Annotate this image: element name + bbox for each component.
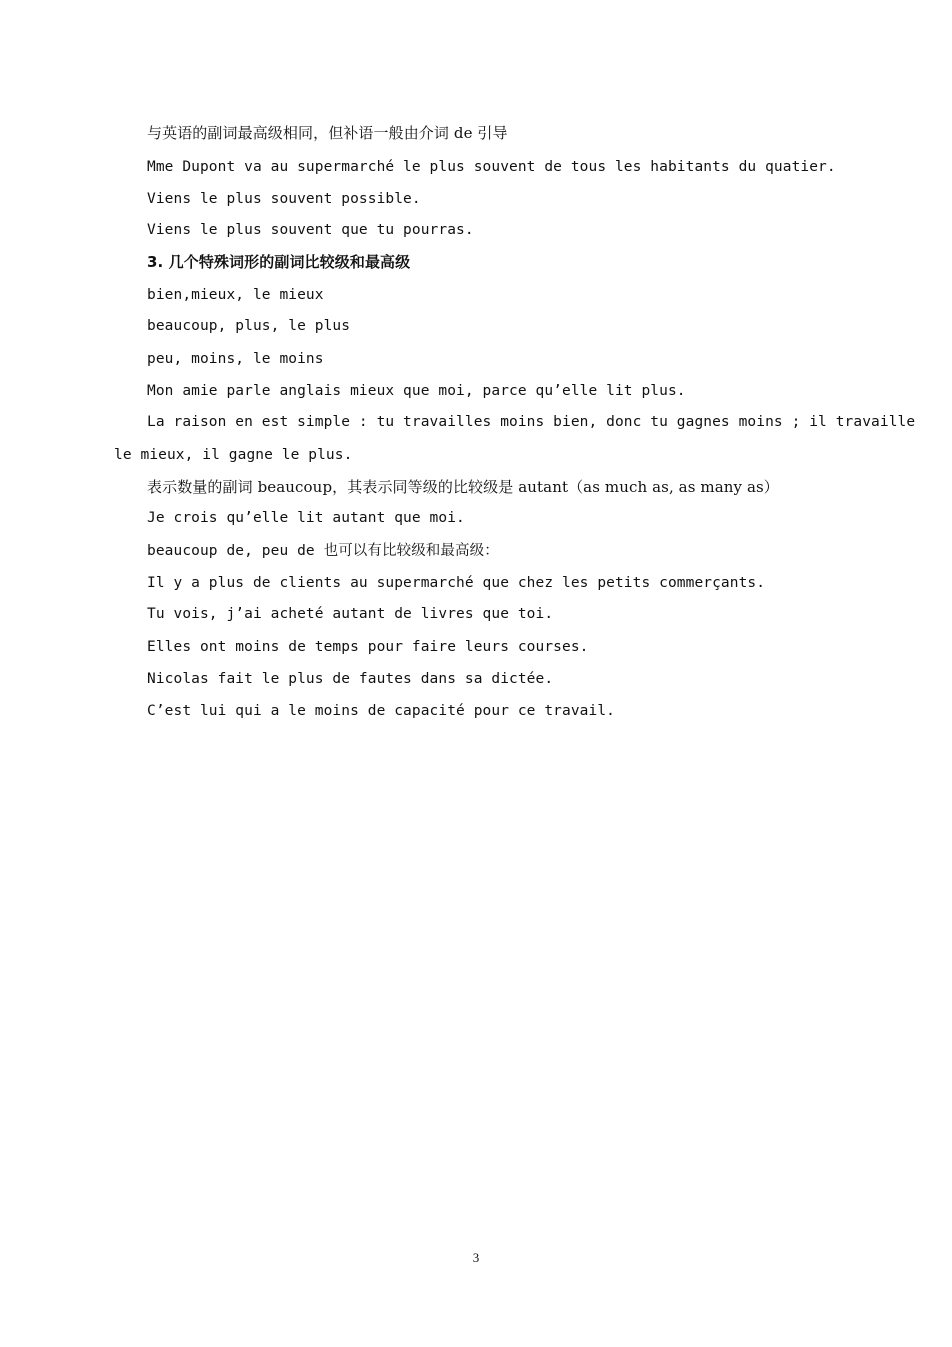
text-line-17: Elles ont moins de temps pour faire leurs courses. [147, 639, 589, 655]
page-number: 3 [472, 1250, 480, 1265]
text-line-2: Mme Dupont va au supermarché le plus souvent de tous les habitants du quatier. [147, 159, 836, 175]
text-line-16: Tu vois, j’ai acheté autant de livres que toi. [147, 606, 554, 622]
text-line-7: beaucoup, plus, le plus [147, 318, 351, 334]
text-line-9: Mon amie parle anglais mieux que moi, parce qu’elle lit plus. [147, 383, 686, 399]
text-line-11: le mieux, il gagne le plus. [114, 447, 353, 463]
section-heading: 3. 几个特殊词形的副词比较级和最高级 [147, 253, 411, 271]
text-line-18: Nicolas fait le plus de fautes dans sa dictée. [147, 671, 554, 687]
text-line-8: peu, moins, le moins [147, 351, 324, 367]
text-line-6: bien,mieux, le mieux [147, 287, 324, 303]
text-line-12: 表示数量的副词 beaucoup，其表示同等级的比较级是 autant（as much as, as many as） [147, 478, 779, 496]
text-line-14: beaucoup de, peu de 也可以有比较级和最高级： [147, 543, 499, 559]
text-line-1: 与英语的副词最高级相同，但补语一般由介词 de 引导 [147, 124, 508, 142]
text-line-15: Il y a plus de clients au supermarché que chez les petits commerçants. [147, 575, 766, 591]
text-line-4: Viens le plus souvent que tu pourras. [147, 222, 474, 238]
text-line-19: C’est lui qui a le moins de capacité pour ce travail. [147, 703, 615, 719]
text-line-3: Viens le plus souvent possible. [147, 191, 421, 207]
text-line-13: Je crois qu’elle lit autant que moi. [147, 510, 465, 526]
text-line-10: La raison en est simple : tu travailles moins bien, donc tu gagnes moins ; il travaille [147, 414, 916, 430]
